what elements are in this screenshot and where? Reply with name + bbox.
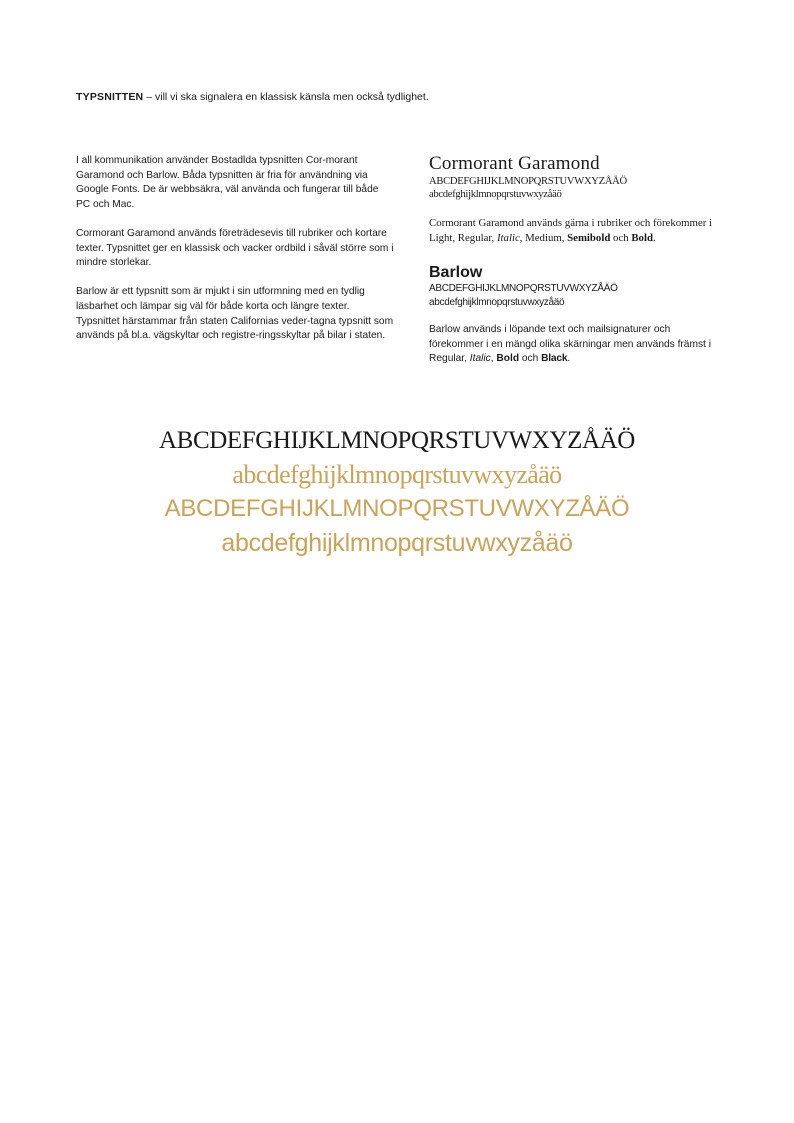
garamond-weight-light: Light <box>429 231 453 244</box>
intro-paragraph-barlow: Barlow är ett typsnitt som är mjukt i sin utformning med en tydlig läsbarhet och lämpar sig väl för både korta och längre texter. Typsnittet härstammar från staten Californias veder-tagna typsnitt som används på bl.a. vägskyltar och registre-ringsskyltar på bilar i staten. <box>76 286 394 342</box>
showcase-sans-lowercase: abcdefghijklmnopqrstuvwxyzåäö <box>221 529 573 557</box>
garamond-sep-3: och <box>610 231 632 244</box>
garamond-weight-semibold: Semibold <box>567 231 611 244</box>
barlow-sep-2: och <box>519 353 542 365</box>
section-header <box>76 90 429 104</box>
intro-paragraph-fonts: I all kommunikation använder Bostadlda typsnitten Cor-morant Garamond och Barlow. Båda typsnitten är fria för användning via Google Fonts. De är webbsäkra, väl använda och fungerar till både PC och Mac. <box>76 155 379 210</box>
garamond-description <box>429 216 719 245</box>
font-specimens <box>429 153 719 367</box>
showcase-sans-uppercase: ABCDEFGHIJKLMNOPQRSTUVWXYZÅÄÖ <box>164 495 630 522</box>
alphabet-showcase <box>0 424 794 560</box>
intro-paragraph-garamond: Cormorant Garamond används företrädesevis till rubriker och kortare texter. Typsnittet ger en klassisk och vacker ordbild i såväl större som i mindre storlekar. <box>76 227 394 269</box>
barlow-weight-italic: Italic <box>469 353 491 365</box>
garamond-sep-1: , Regular, <box>452 231 497 244</box>
showcase-serif-lowercase: abcdefghijklmnopqrstuvwxyzåäö <box>232 460 562 489</box>
section-header-text: – vill vi ska signalera en klassisk känsla men också tydlighet. <box>143 91 429 103</box>
garamond-desc-start: Cormorant Garamond används gärna i rubriker och förekommer i <box>429 217 713 229</box>
garamond-weight-italic: Italic <box>496 231 520 244</box>
barlow-uppercase-sample: ABCDEFGHIJKLMNOPQRSTUVWXYZÅÄÖ <box>429 283 618 295</box>
barlow-sep-1: , <box>490 353 497 365</box>
barlow-desc-end: . <box>567 353 571 365</box>
garamond-sep-2: , Medium, <box>519 231 568 244</box>
garamond-weight-bold: Bold <box>631 231 653 244</box>
showcase-serif-uppercase: ABCDEFGHIJKLMNOPQRSTUVWXYZÅÄÖ <box>159 427 635 454</box>
intro-text <box>76 154 394 358</box>
barlow-description <box>429 323 719 367</box>
barlow-lowercase-sample: abcdefghijklmnopqrstuvwxyzåäö <box>429 296 565 308</box>
garamond-lowercase-sample: abcdefghijklmnopqrstuvwxyzåäö <box>429 189 562 200</box>
barlow-title: Barlow <box>429 264 483 282</box>
garamond-uppercase-sample: ABCDEFGHIJKLMNOPQRSTUVWXYZÅÄÖ <box>429 176 627 187</box>
barlow-desc-start: Barlow används i löpande text och mailsignaturer och förekommer i en mängd olika skärningar men används främst i Regular, <box>429 324 711 365</box>
barlow-weight-bold: Bold <box>496 353 520 365</box>
section-header-label: TYPSNITTEN <box>76 91 144 103</box>
barlow-weight-black: Black <box>541 353 568 365</box>
garamond-title: Cormorant Garamond <box>429 153 600 174</box>
garamond-desc-end: . <box>652 231 656 244</box>
